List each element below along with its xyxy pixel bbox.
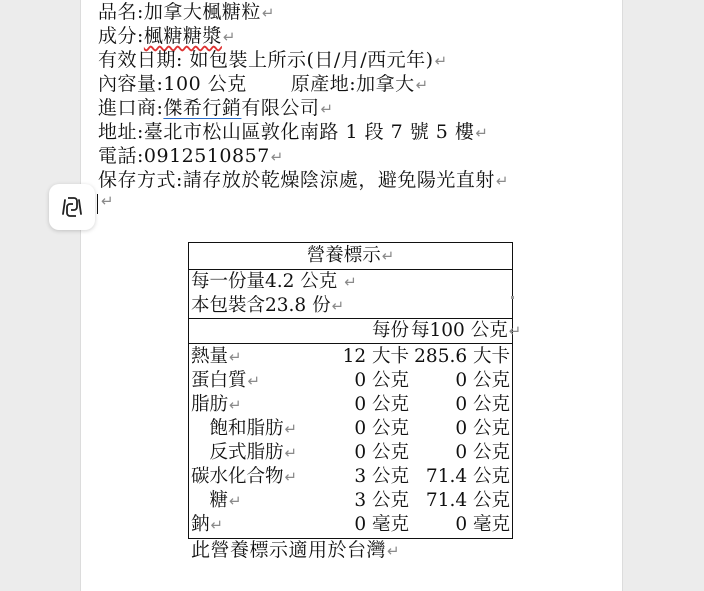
paragraph-mark: ↵ [387,542,401,560]
nutrition-table[interactable] [188,242,522,539]
nutrient-per-serving: 0 公克 [354,394,409,415]
paragraph-mark: ↵ [508,322,522,340]
nutrient-name-text: 糖 [191,490,229,511]
nutrient-name [191,465,341,489]
column-header-cell [189,319,522,344]
nutrient-name-text: 脂肪 [191,394,229,415]
nutrient-per-100g: 71.4 公克 [425,490,510,511]
paragraph-mark: ↵ [247,372,261,390]
nutrient-per-serving: 3 公克 [354,466,409,487]
expiry-line[interactable] [98,48,448,73]
paragraph-mark: ↵ [320,100,334,118]
footer-text: 此營養標示適用於台灣 [191,539,387,561]
nutrient-per-100g: 71.4 公克 [425,466,510,487]
phone-text: 電話:0912510857 [98,145,270,167]
paragraph-mark: ↵ [229,348,242,366]
col-per-100g: 每100 公克 [411,320,508,341]
paragraph-mark: ↵ [210,516,224,534]
net-content-text: 內容量:100 公克 [98,73,247,95]
nutrition-title: 營養標示 [306,245,381,266]
nutrient-name [191,513,341,537]
paragraph-mark: ↵ [222,28,236,46]
footer-line[interactable] [191,538,400,563]
importer-name: 傑希行銷 [163,97,242,119]
net-origin-line[interactable] [98,72,429,97]
table-marker [511,296,514,299]
paragraph-mark: ↵ [284,468,298,486]
copilot-icon[interactable] [49,184,95,230]
importer-suffix: 有限公司 [241,97,320,119]
nutrient-rows-cell [189,344,513,539]
nutrient-per-100g: 0 公克 [455,442,510,463]
paragraph-mark: ↵ [229,492,242,510]
origin-text: 原產地:加拿大 [290,73,415,95]
nutrient-name [191,369,341,393]
phone-line[interactable] [98,144,284,169]
nutrient-name [191,489,341,513]
importer-label: 進口商: [98,97,164,119]
paragraph-mark: ↵ [344,273,357,291]
servings-per-package: 本包裝含23.8 份 [191,295,331,316]
ingredients-line[interactable] [98,24,236,49]
address-line[interactable] [98,120,488,145]
ingredients-label: 成分: [98,25,144,47]
paragraph-mark: ↵ [284,444,298,462]
nutrient-per-serving: 0 公克 [354,418,409,439]
nutrient-grid [191,345,510,537]
text-cursor [97,194,98,214]
nutrient-per-100g: 0 公克 [455,370,510,391]
nutrient-name-text: 碳水化合物 [191,466,284,487]
address-text: 地址:臺北市松山區敦化南路 1 段 7 號 5 樓 [98,121,475,143]
paragraph-mark: ↵ [495,172,509,190]
paragraph-mark: ↵ [261,4,275,22]
nutrient-name-text: 飽和脂肪 [191,418,284,439]
nutrition-title-cell [189,243,513,270]
copilot-glyph [59,194,85,220]
importer-line[interactable] [98,96,334,121]
nutrient-name [191,417,341,441]
nutrient-name [191,441,341,465]
paragraph-mark: ↵ [270,148,284,166]
nutrient-per-100g: 0 毫克 [455,514,510,535]
serving-cell [189,270,513,319]
paragraph-mark: ↵ [229,396,242,414]
ingredients-value: 楓糖糖漿 [143,25,222,47]
paragraph-mark: ↵ [415,76,429,94]
product-name-line[interactable] [98,0,275,25]
nutrient-name-text: 反式脂肪 [191,442,284,463]
nutrient-per-100g: 0 公克 [455,394,510,415]
storage-text: 保存方式:請存放於乾燥陰涼處，避免陽光直射 [98,169,495,191]
paragraph-mark: ↵ [475,124,489,142]
serving-size: 每一份量4.2 公克 [191,271,338,292]
nutrient-per-100g: 285.6 大卡 [414,346,510,367]
paragraph-mark: ↵ [101,192,114,210]
expiry-text: 有效日期: 如包裝上所示(日/月/西元年) [98,49,434,71]
paragraph-mark: ↵ [434,52,448,70]
paragraph-mark: ↵ [331,297,345,315]
product-name-text: 品名:加拿大楓糖粒 [98,1,261,23]
nutrient-name-text: 熱量 [191,346,229,367]
nutrient-per-serving: 0 毫克 [354,514,409,535]
nutrient-per-serving: 12 大卡 [342,346,409,367]
nutrient-name-text: 蛋白質 [191,370,247,391]
storage-line[interactable] [98,168,509,193]
paragraph-mark: ↵ [284,420,298,438]
nutrient-per-serving: 3 公克 [354,490,409,511]
nutrient-name-text: 鈉 [191,514,210,535]
nutrient-name [191,345,341,369]
nutrient-per-100g: 0 公克 [455,418,510,439]
nutrient-per-serving: 0 公克 [354,442,409,463]
nutrient-per-serving: 0 公克 [354,370,409,391]
paragraph-mark: ↵ [381,247,395,265]
nutrient-name [191,393,341,417]
col-per-serving: 每份 [371,320,409,341]
